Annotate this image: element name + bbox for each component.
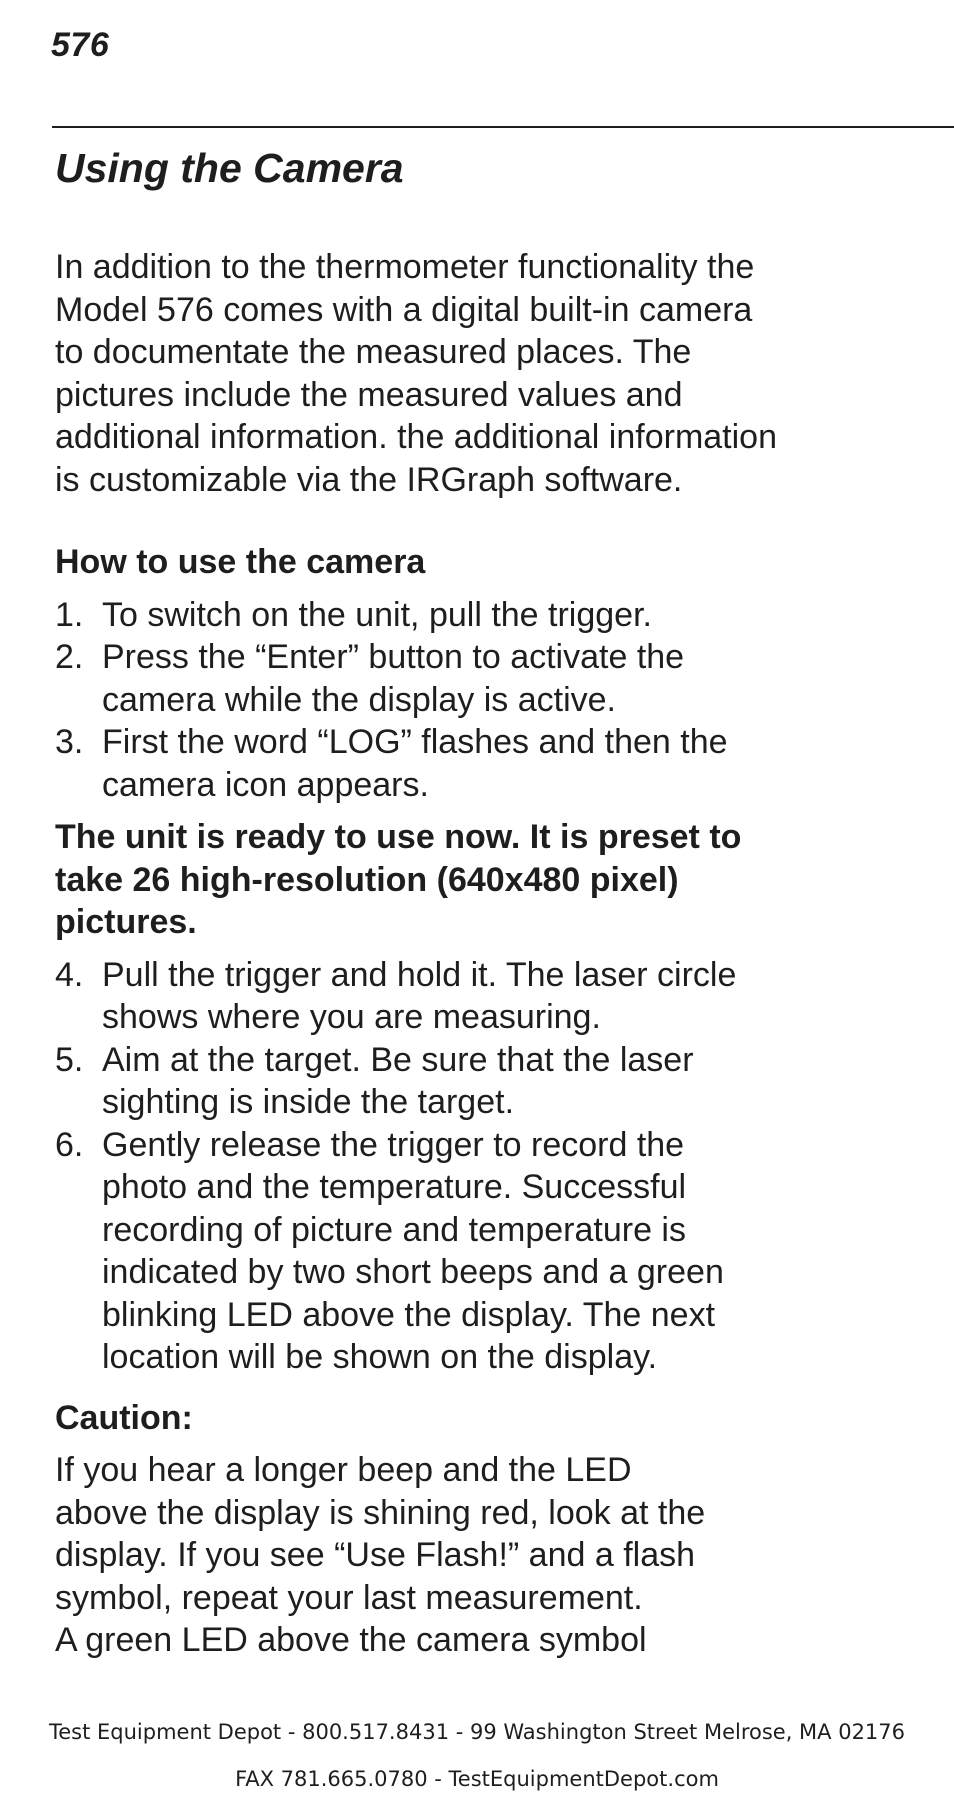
step-line: Gently release the trigger to record the bbox=[102, 1125, 685, 1164]
step-line: indicated by two short beeps and a green bbox=[102, 1253, 724, 1291]
steps-list-part1 bbox=[55, 594, 875, 807]
footer-contact-line: Test Equipment Depot - 800.517.8431 - 99 Washington Street Melrose, MA 02176 bbox=[48, 1720, 906, 1744]
step-number: 3. bbox=[55, 723, 84, 761]
intro-line: pictures include the measured values and bbox=[55, 375, 683, 414]
caution-line: above the display is shining red, look at the bbox=[55, 1493, 706, 1532]
step-text bbox=[102, 1039, 822, 1124]
caution-paragraph bbox=[55, 1449, 815, 1662]
step-line: Aim at the target. Be sure that the laser bbox=[102, 1040, 694, 1079]
howto-heading: How to use the camera bbox=[55, 543, 426, 581]
step-number: 4. bbox=[55, 955, 84, 994]
step-line: To switch on the unit, pull the trigger. bbox=[102, 595, 652, 634]
step-line: Pull the trigger and hold it. The laser circle bbox=[102, 955, 737, 994]
step-line: shows where you are measuring. bbox=[102, 998, 601, 1036]
step-line: blinking LED above the display. The next bbox=[102, 1295, 716, 1334]
page-content bbox=[55, 144, 875, 1662]
steps-list-part2 bbox=[55, 954, 875, 1379]
step-line: Press the “Enter” button to activate the bbox=[102, 638, 685, 676]
page-number: 576 bbox=[51, 26, 110, 64]
intro-line: In addition to the thermometer functionality the bbox=[55, 248, 755, 286]
step-text bbox=[102, 594, 822, 637]
ready-note bbox=[55, 816, 795, 944]
step-item bbox=[55, 721, 875, 806]
step-text bbox=[102, 954, 822, 1039]
step-number: 1. bbox=[55, 595, 84, 634]
caution-line: symbol, repeat your last measurement. bbox=[55, 1578, 643, 1617]
intro-paragraph bbox=[55, 246, 855, 501]
step-line: photo and the temperature. Successful bbox=[102, 1168, 687, 1206]
ready-note-line: pictures. bbox=[55, 903, 197, 941]
ready-note-line: take 26 high-resolution (640x480 pixel) bbox=[55, 860, 679, 899]
step-item bbox=[55, 1124, 875, 1379]
step-text bbox=[102, 721, 822, 806]
step-item bbox=[55, 1039, 875, 1124]
step-line: sighting is inside the target. bbox=[102, 1083, 515, 1121]
caution-line: If you hear a longer beep and the LED bbox=[55, 1451, 632, 1489]
step-line: location will be shown on the display. bbox=[102, 1338, 658, 1376]
step-line: First the word “LOG” flashes and then the bbox=[102, 723, 728, 761]
footer-fax-line: FAX 781.665.0780 - TestEquipmentDepot.com bbox=[235, 1767, 719, 1791]
step-number: 2. bbox=[55, 638, 84, 676]
caution-line: display. If you see “Use Flash!” and a flash bbox=[55, 1536, 696, 1574]
step-text bbox=[102, 636, 822, 721]
ready-note-line: The unit is ready to use now. It is preset to bbox=[55, 818, 742, 856]
page-title: Using the Camera bbox=[55, 145, 404, 191]
intro-line: to documentate the measured places. The bbox=[55, 333, 692, 371]
step-number: 6. bbox=[55, 1125, 84, 1164]
step-line: camera while the display is active. bbox=[102, 680, 617, 719]
caution-heading: Caution: bbox=[55, 1398, 193, 1437]
step-item bbox=[55, 954, 875, 1039]
step-number: 5. bbox=[55, 1040, 84, 1079]
step-text bbox=[102, 1124, 822, 1379]
step-line: camera icon appears. bbox=[102, 765, 429, 804]
intro-line: is customizable via the IRGraph software. bbox=[55, 460, 683, 499]
intro-line: Model 576 comes with a digital built-in camera bbox=[55, 290, 753, 329]
step-line: recording of picture and temperature is bbox=[102, 1210, 686, 1249]
step-item bbox=[55, 636, 875, 721]
step-item bbox=[55, 594, 875, 637]
header-rule bbox=[52, 126, 954, 128]
intro-line: additional information. the additional information bbox=[55, 418, 778, 456]
caution-line: A green LED above the camera symbol bbox=[55, 1621, 647, 1659]
